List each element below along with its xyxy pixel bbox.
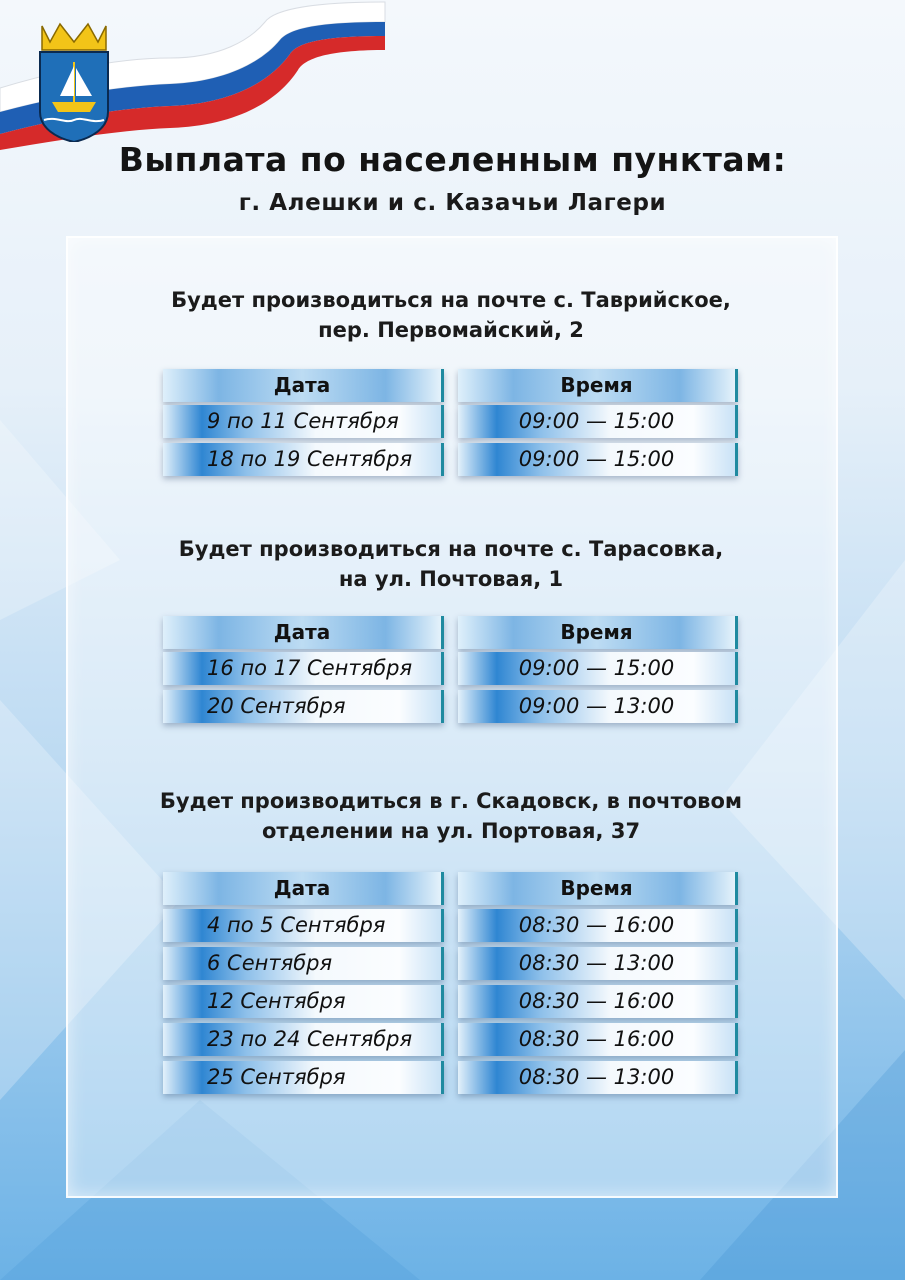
section-3-row-2-date: 6 Сентября — [163, 947, 444, 980]
section-3-heading-line2: отделении на ул. Портовая, 37 — [261, 819, 641, 843]
section-3-row-5-time: 08:30 — 13:00 — [458, 1061, 738, 1094]
section-2-row-2-time: 09:00 — 13:00 — [458, 690, 738, 723]
section-2-row-2-date: 20 Сентября — [163, 690, 444, 723]
section-2-heading-line1: Будет производиться на почте с. Тарасовка, — [178, 537, 724, 561]
section-3-heading — [66, 786, 836, 846]
section-3-time-header: Время — [458, 872, 738, 905]
section-2-row-1-time: 09:00 — 15:00 — [458, 652, 738, 685]
section-2-row-1-date: 16 по 17 Сентября — [163, 652, 444, 685]
section-3-row-2-time: 08:30 — 13:00 — [458, 947, 738, 980]
section-3-row-4-time: 08:30 — 16:00 — [458, 1023, 738, 1056]
section-1-row-2-time: 09:00 — 15:00 — [458, 443, 738, 476]
section-2-heading-line2: на ул. Почтовая, 1 — [338, 567, 564, 591]
section-3-row-1-time: 08:30 — 16:00 — [458, 909, 738, 942]
section-1-row-2-date: 18 по 19 Сентября — [163, 443, 444, 476]
section-1-heading-line2: пер. Первомайский, 2 — [318, 318, 584, 342]
section-3-row-5-date: 25 Сентября — [163, 1061, 444, 1094]
section-2-time-header: Время — [458, 616, 738, 649]
page-title: Выплата по населенным пунктам: — [118, 140, 787, 179]
section-3-row-4-date: 23 по 24 Сентября — [163, 1023, 444, 1056]
section-3-row-3-date: 12 Сентября — [163, 985, 444, 1018]
section-1-row-1-time: 09:00 — 15:00 — [458, 405, 738, 438]
section-2-date-header: Дата — [163, 616, 444, 649]
section-1-time-header: Время — [458, 369, 738, 402]
section-3-row-1-date: 4 по 5 Сентября — [163, 909, 444, 942]
section-3-row-3-time: 08:30 — 16:00 — [458, 985, 738, 1018]
section-1-row-1-date: 9 по 11 Сентября — [163, 405, 444, 438]
section-1-date-header: Дата — [163, 369, 444, 402]
section-3-heading-line1: Будет производиться в г. Скадовск, в почтовом — [159, 789, 743, 813]
page-subtitle: г. Алешки и с. Казачьи Лагери — [238, 190, 667, 216]
section-1-heading — [66, 285, 836, 345]
ship-coat-of-arms-icon — [36, 16, 112, 142]
section-2-heading — [66, 534, 836, 594]
section-1-heading-line1: Будет производиться на почте с. Таврийское, — [171, 288, 731, 312]
section-3-date-header: Дата — [163, 872, 444, 905]
